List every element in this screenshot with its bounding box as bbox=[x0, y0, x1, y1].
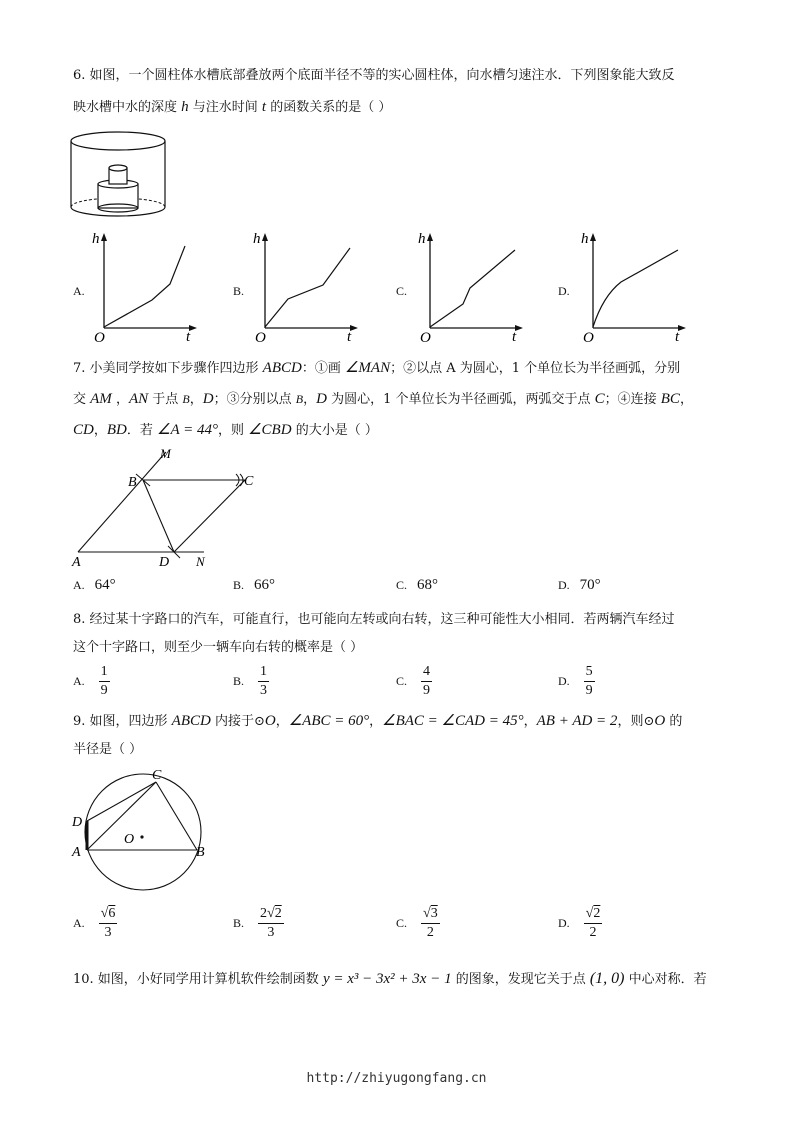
q6-option-b-label[interactable]: B. bbox=[233, 284, 245, 298]
label-c: C bbox=[244, 474, 254, 489]
q7-line-1: 7. 小美同学按如下步骤作四边形 ABCD：①画 ∠MAN；②以点 A 为圆心，1 个单位长为半径画弧，分别 bbox=[73, 360, 681, 376]
label-m: M bbox=[160, 446, 171, 461]
q6-line-2: 映水槽中水的深度 h 与注水时间 t 的函数关系的是（ ） bbox=[73, 99, 392, 115]
q9-option-d[interactable]: D. $\frac{√2}{2}$ bbox=[558, 906, 601, 940]
footer-url[interactable]: http://zhiyugongfang.cn bbox=[306, 1071, 487, 1086]
q7-option-c[interactable]: C. 68° bbox=[396, 577, 439, 593]
q7-option-a[interactable]: A. 64° bbox=[73, 577, 116, 593]
q8-line-1: 8. 经过某十字路口的汽车，可能直行，也可能向左转或向右转，这三种可能性大小相同．若两辆汽车经过 bbox=[73, 612, 675, 627]
q6-option-d-label[interactable]: D. bbox=[558, 284, 570, 298]
q6-option-a-label[interactable]: A. bbox=[73, 284, 85, 298]
label-a: A bbox=[72, 555, 81, 570]
q10-line-1: 10. 如图，小好同学用计算机软件绘制函数 y = x³ − 3x² + 3x − 1 的图象，发现它关于点 (1, 0) 中心对称．若 bbox=[73, 970, 707, 987]
q6-option-c-label[interactable]: C. bbox=[396, 284, 408, 298]
q6-option-d-graph[interactable] bbox=[581, 230, 689, 344]
q9-line-1: 9. 如图，四边形 ABCD 内接于⊙O，∠ABC = 60°，∠BAC = ∠CAD = 45°，AB + AD = 2，则⊙O 的 bbox=[73, 713, 683, 729]
axis-h-label: h bbox=[418, 231, 426, 247]
q6-line-1: 6. 如图，一个圆柱体水槽底部叠放两个底面半径不等的实心圆柱体，向水槽匀速注水．下列图象能大致反 bbox=[73, 68, 675, 83]
q7-option-b[interactable]: B. 66° bbox=[233, 577, 276, 593]
origin-label: O bbox=[94, 330, 105, 344]
label-o: O bbox=[124, 832, 135, 847]
water-tank-figure bbox=[68, 128, 172, 224]
q9-option-b[interactable]: B. $\frac{2√2}{3}$ bbox=[233, 906, 282, 940]
q8-option-d[interactable]: D. $\frac{5}{9}$ bbox=[558, 664, 593, 698]
label-b: B bbox=[128, 475, 137, 490]
label-c: C bbox=[152, 768, 162, 783]
label-n: N bbox=[196, 554, 205, 569]
axis-t-label: t bbox=[512, 329, 517, 344]
q8-option-b[interactable]: B. $\frac{1}{3}$ bbox=[233, 664, 268, 698]
label-a: A bbox=[72, 845, 81, 860]
label-d: D bbox=[72, 815, 83, 830]
origin-label: O bbox=[420, 330, 431, 344]
q8-line-2: 这个十字路口，则至少一辆车向右转的概率是（ ） bbox=[73, 640, 364, 655]
q7-line-3: CD，BD．若 ∠A = 44°，则 ∠CBD 的大小是（ ） bbox=[73, 422, 378, 438]
label-b: B bbox=[196, 845, 205, 860]
q8-option-a[interactable]: A. $\frac{1}{9}$ bbox=[73, 664, 108, 698]
axis-h-label: h bbox=[92, 231, 100, 247]
axis-t-label: t bbox=[347, 329, 352, 344]
label-d: D bbox=[159, 555, 170, 570]
q6-option-b-graph[interactable] bbox=[253, 230, 361, 344]
q7-line-2: 交 AM ，AN 于点 B，D；③分别以点 B，D 为圆心，1 个单位长为半径画弧，两弧交于点 C；④连接 BC， bbox=[73, 391, 693, 407]
q9-option-c[interactable]: C. $\frac{√3}{2}$ bbox=[396, 906, 438, 940]
q6-option-c-graph[interactable] bbox=[418, 230, 526, 344]
axis-t-label: t bbox=[675, 329, 680, 344]
rhombus-figure bbox=[70, 446, 270, 570]
q8-option-c[interactable]: C. $\frac{4}{9}$ bbox=[396, 664, 431, 698]
q7-option-d[interactable]: D. 70° bbox=[558, 577, 601, 593]
origin-label: O bbox=[255, 330, 266, 344]
q9-option-a[interactable]: A. $\frac{√6}{3}$ bbox=[73, 906, 116, 940]
q6-option-a-graph[interactable] bbox=[92, 230, 200, 344]
axis-h-label: h bbox=[253, 231, 261, 247]
axis-h-label: h bbox=[581, 231, 589, 247]
axis-t-label: t bbox=[186, 329, 191, 344]
circle-figure bbox=[70, 764, 210, 892]
q9-line-2: 半径是（ ） bbox=[73, 742, 143, 757]
origin-label: O bbox=[583, 330, 594, 344]
